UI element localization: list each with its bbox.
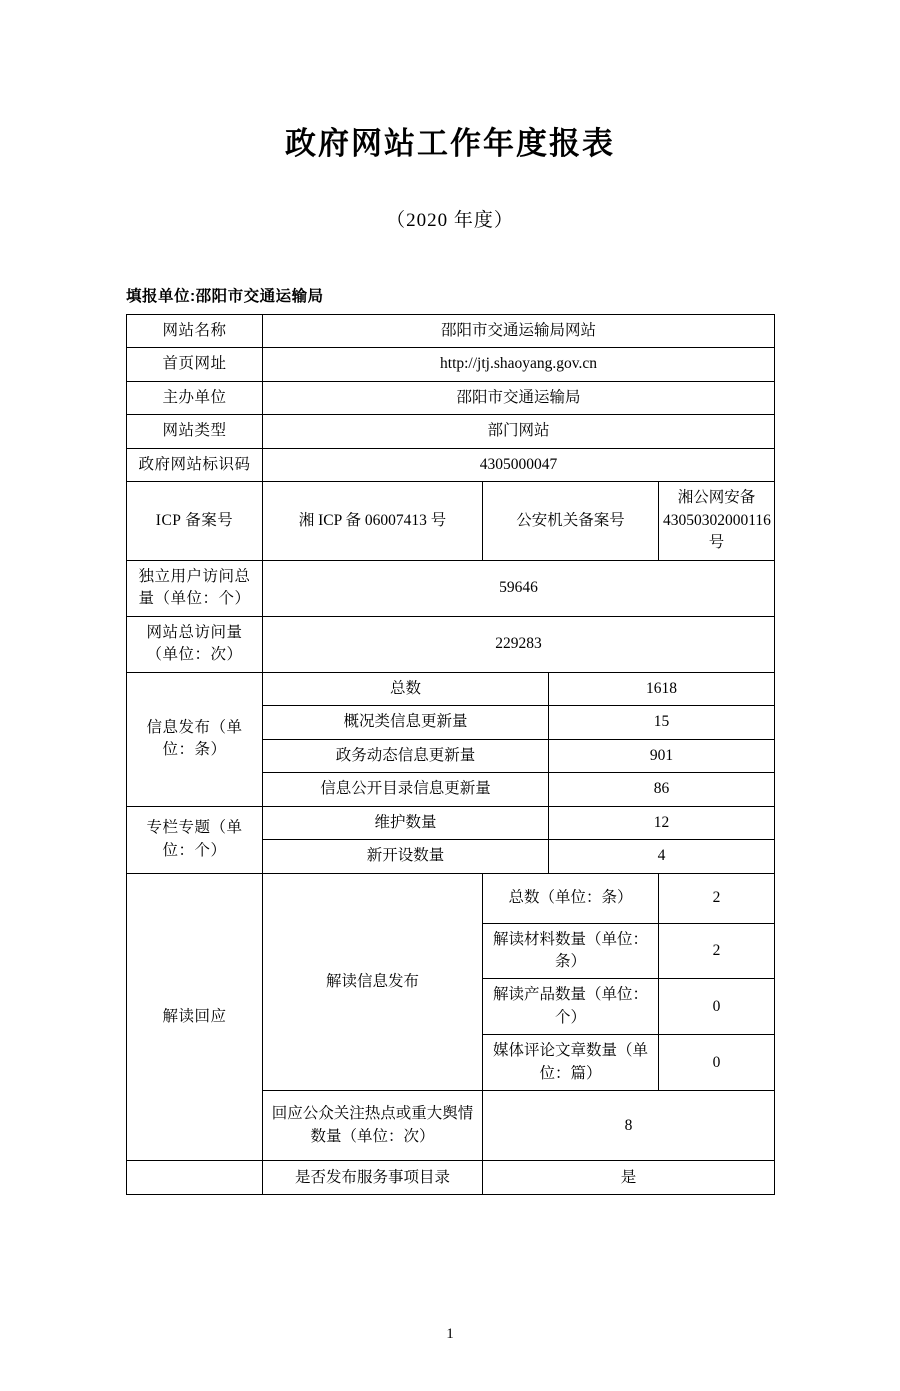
column-topic-label: 专栏专题（单位：个） <box>127 806 263 873</box>
info-total-label: 总数 <box>263 672 549 705</box>
interpret-product-value: 0 <box>659 979 775 1035</box>
table-row <box>127 448 775 481</box>
document-page <box>0 118 900 1391</box>
interpret-product-label: 解读产品数量（单位：个） <box>483 979 659 1035</box>
column-maintain-label: 维护数量 <box>263 806 549 839</box>
page-number: 1 <box>446 1326 454 1342</box>
total-visits-value: 229283 <box>263 616 775 672</box>
icp-value: 湘 ICP 备 06007413 号 <box>263 482 483 560</box>
host-unit-value: 邵阳市交通运输局 <box>263 381 775 414</box>
table-row <box>127 415 775 448</box>
table-row <box>127 873 775 923</box>
media-comment-label: 媒体评论文章数量（单位：篇） <box>483 1035 659 1091</box>
info-dynamic-label: 政务动态信息更新量 <box>263 739 549 772</box>
annual-report-table <box>126 314 775 1195</box>
info-overview-label: 概况类信息更新量 <box>263 706 549 739</box>
icp-label: ICP 备案号 <box>127 482 263 560</box>
interpret-release-label: 解读信息发布 <box>263 873 483 1091</box>
table-row <box>127 560 775 616</box>
column-new-value: 4 <box>549 840 775 873</box>
public-response-label: 回应公众关注热点或重大舆情数量（单位：次） <box>263 1091 483 1161</box>
interpret-material-value: 2 <box>659 923 775 979</box>
table-row <box>127 482 775 560</box>
filler-unit-label: 填报单位:邵阳市交通运输局 <box>126 288 324 305</box>
table-row <box>127 616 775 672</box>
site-name-value: 邵阳市交通运输局网站 <box>263 315 775 348</box>
site-name-label: 网站名称 <box>127 315 263 348</box>
police-record-label: 公安机关备案号 <box>483 482 659 560</box>
info-release-label: 信息发布（单位：条） <box>127 672 263 806</box>
police-record-value: 湘公网安备 43050302000116 号 <box>659 482 775 560</box>
page-title: 政府网站工作年度报表 <box>285 126 615 161</box>
info-disclosure-value: 86 <box>549 773 775 806</box>
interpret-response-label: 解读回应 <box>127 873 263 1161</box>
info-dynamic-value: 901 <box>549 739 775 772</box>
column-new-label: 新开设数量 <box>263 840 549 873</box>
table-row <box>127 806 775 839</box>
column-maintain-value: 12 <box>549 806 775 839</box>
homepage-value: http://jtj.shaoyang.gov.cn <box>263 348 775 381</box>
public-response-value: 8 <box>483 1091 775 1161</box>
info-overview-value: 15 <box>549 706 775 739</box>
page-subtitle: （2020 年度） <box>386 210 514 231</box>
table-row <box>127 315 775 348</box>
site-code-label: 政府网站标识码 <box>127 448 263 481</box>
unique-visitors-label: 独立用户访问总量（单位：个） <box>127 560 263 616</box>
homepage-label: 首页网址 <box>127 348 263 381</box>
table-row <box>127 1161 775 1195</box>
site-type-value: 部门网站 <box>263 415 775 448</box>
interpret-total-value: 2 <box>659 873 775 923</box>
total-visits-label: 网站总访问量（单位：次） <box>127 616 263 672</box>
host-unit-label: 主办单位 <box>127 381 263 414</box>
table-row <box>127 348 775 381</box>
info-disclosure-label: 信息公开目录信息更新量 <box>263 773 549 806</box>
table-row <box>127 672 775 705</box>
site-code-value: 4305000047 <box>263 448 775 481</box>
info-total-value: 1618 <box>549 672 775 705</box>
empty-cell <box>127 1161 263 1195</box>
service-catalog-label: 是否发布服务事项目录 <box>263 1161 483 1195</box>
site-type-label: 网站类型 <box>127 415 263 448</box>
service-catalog-value: 是 <box>483 1161 775 1195</box>
unique-visitors-value: 59646 <box>263 560 775 616</box>
media-comment-value: 0 <box>659 1035 775 1091</box>
interpret-total-label: 总数（单位：条） <box>483 873 659 923</box>
table-row <box>127 381 775 414</box>
interpret-material-label: 解读材料数量（单位：条） <box>483 923 659 979</box>
